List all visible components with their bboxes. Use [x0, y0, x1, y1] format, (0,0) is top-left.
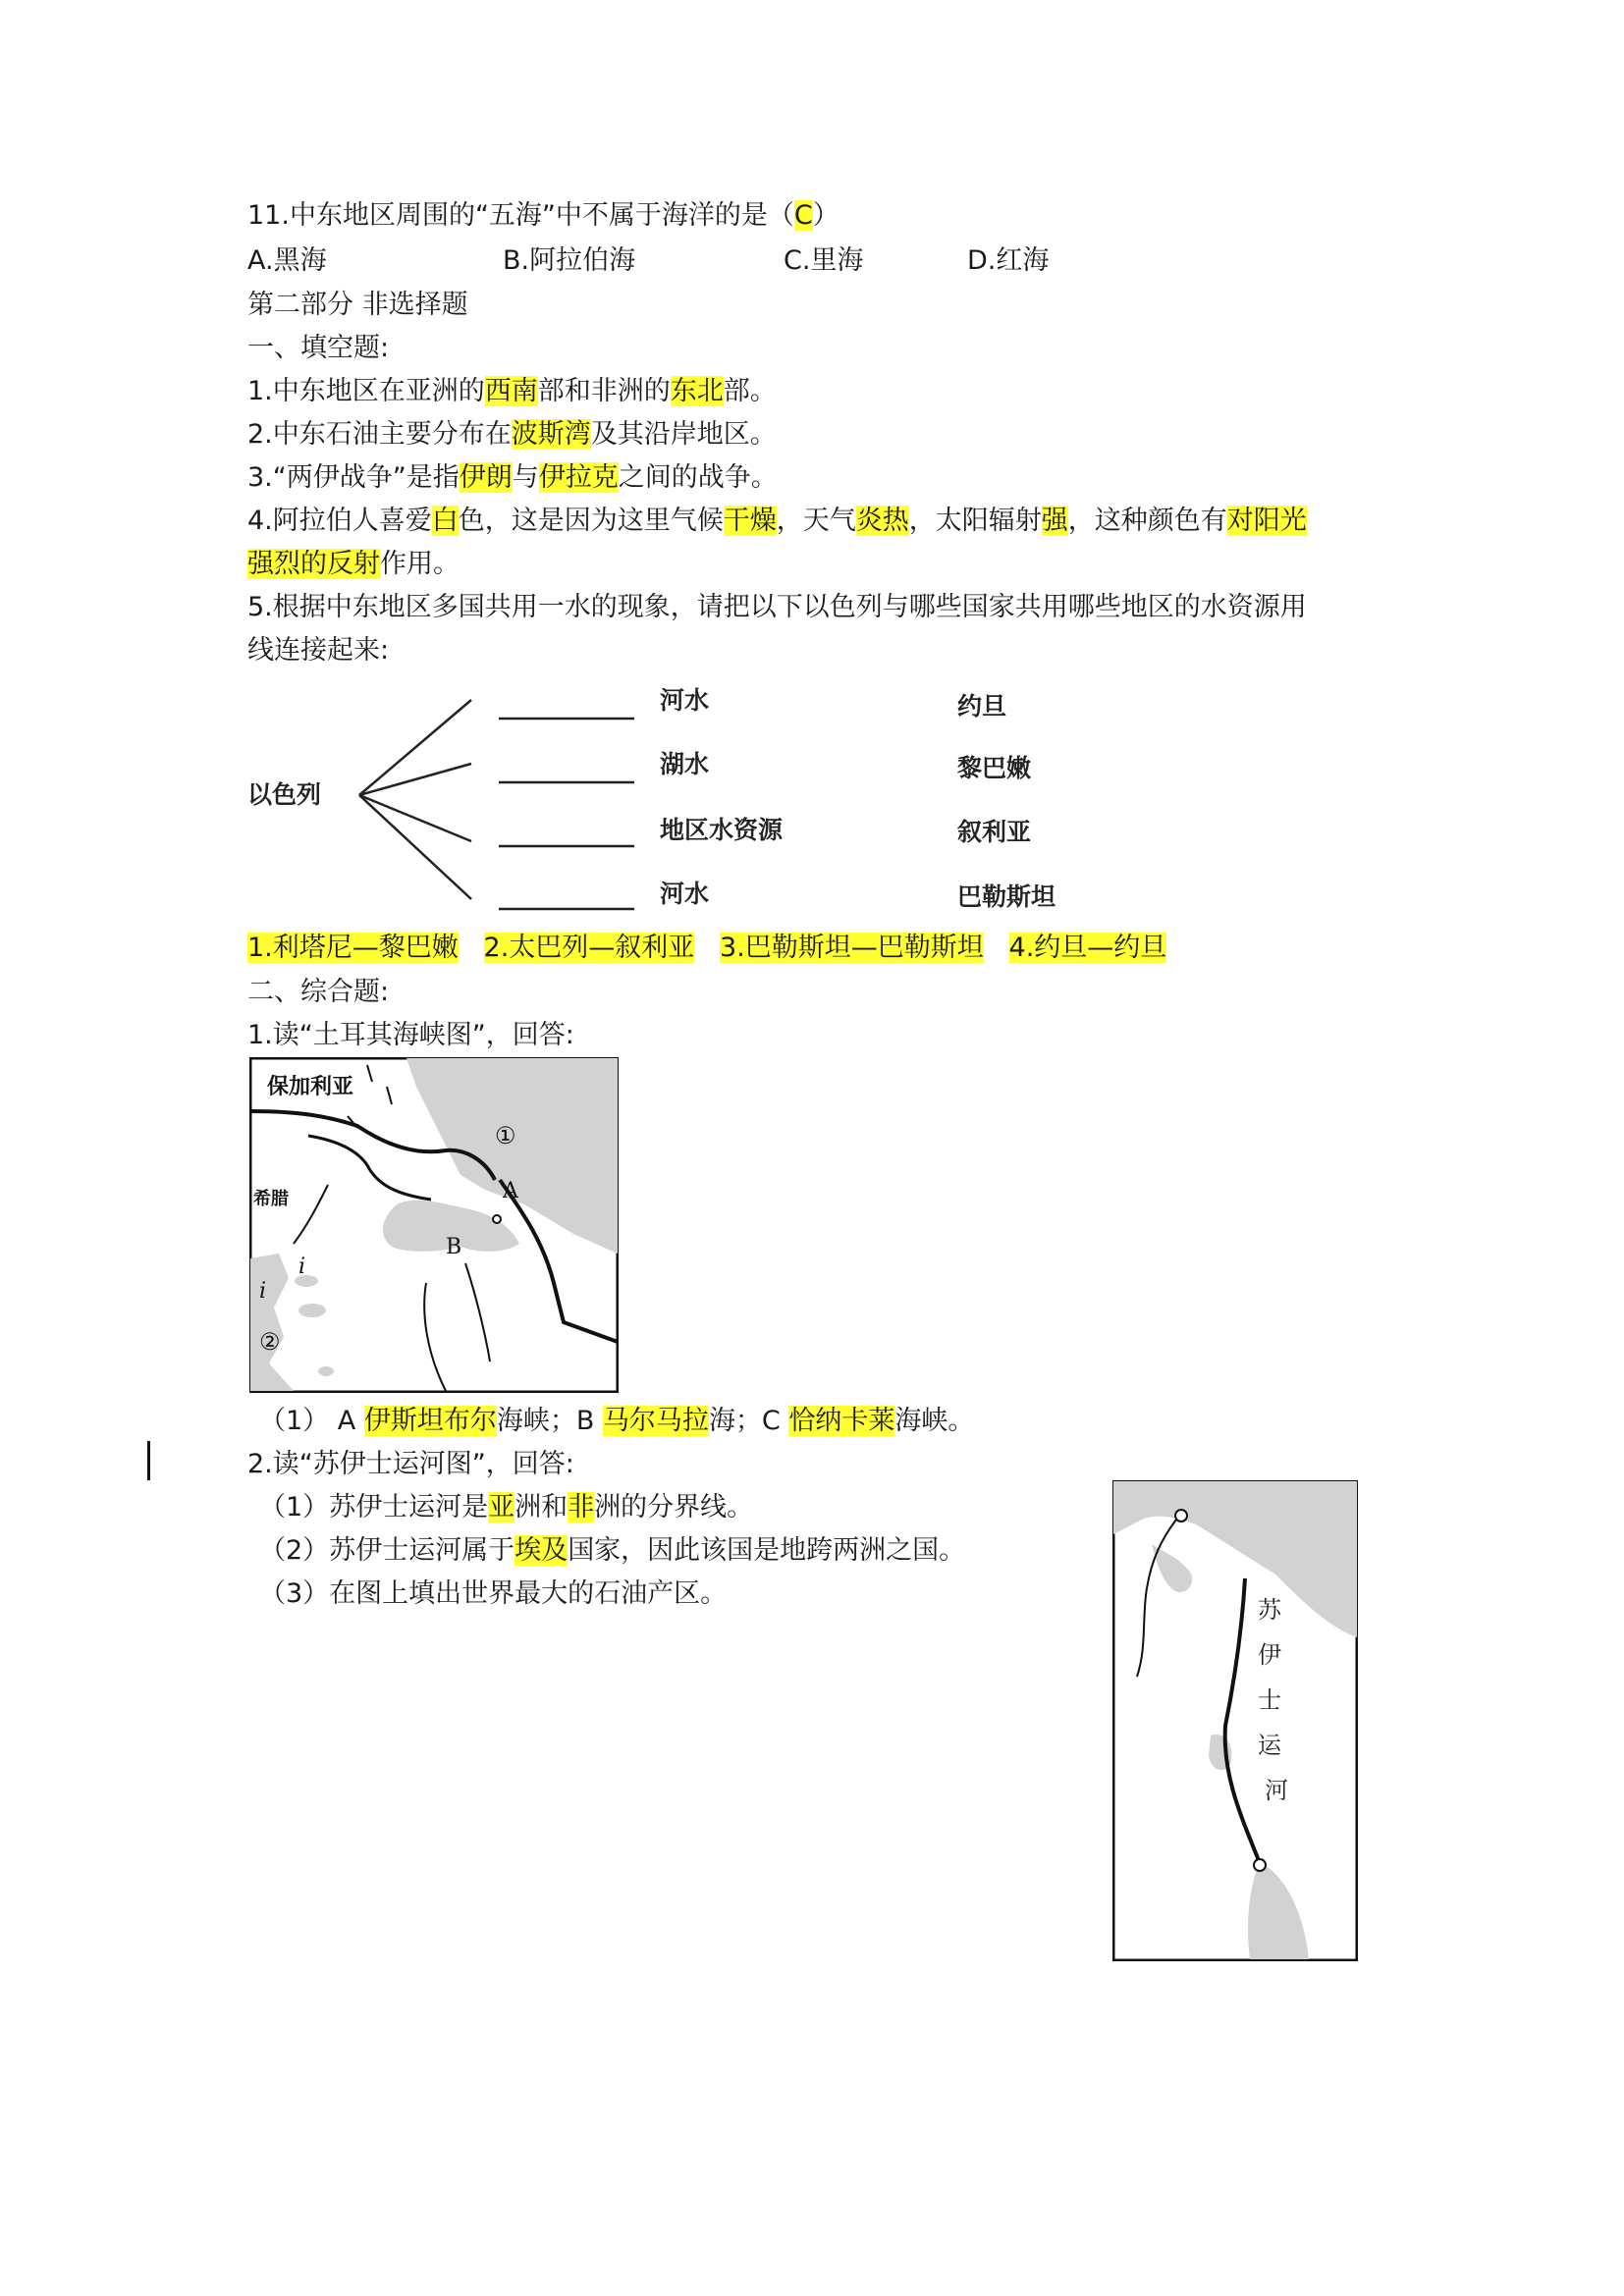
blank: 恰纳卡莱: [788, 1406, 895, 1436]
blank: 东北: [670, 376, 724, 406]
fan-line: [359, 700, 471, 795]
q11-option-c: C.里海: [784, 245, 864, 276]
island: [298, 1304, 326, 1317]
fill-q1: 1.中东地区在亚洲的西南部和非洲的东北部。: [247, 376, 777, 406]
comp-q1-title: 1.读“土耳其海峡图”，回答:: [247, 1020, 574, 1050]
blank: 炎热: [855, 506, 909, 536]
fill-q3: 3.“两伊战争”是指伊朗与伊拉克之间的战争。: [247, 462, 778, 493]
fill-q4-line1: 4.阿拉伯人喜爱白色，这是因为这里气候干燥，天气炎热，太阳辐射强，这种颜色有对阳光: [247, 506, 1307, 536]
fill-q5-line2: 线连接起来:: [247, 635, 390, 666]
country-label: 叙利亚: [957, 818, 1032, 846]
strait-point: [493, 1215, 501, 1223]
q11-stem-end: ）: [812, 200, 839, 231]
comp-q2-sub2: （2）苏伊士运河属于埃及国家，因此该国是地跨两洲之国。: [259, 1535, 966, 1566]
comprehensive-section-title: 二、综合题:: [247, 977, 390, 1007]
suez-canal-map: [1112, 1480, 1358, 1961]
map-label-greece: 希腊: [253, 1189, 289, 1209]
blank: 埃及: [514, 1535, 568, 1566]
country-label: 约旦: [957, 692, 1007, 721]
fill-section-title: 一、填空题:: [247, 333, 390, 363]
port-point: [1254, 1859, 1266, 1871]
comp-q1-answer: （1） A 伊斯坦布尔海峡；B 马尔马拉海；C 恰纳卡莱海峡。: [259, 1406, 975, 1436]
blank: 对阳光: [1226, 506, 1307, 536]
canal-label-char: 士: [1258, 1686, 1281, 1714]
fan-line: [359, 795, 471, 899]
answer-item: 2.太巴列—叙利亚: [483, 933, 695, 963]
canal-label-char: 苏: [1258, 1596, 1281, 1624]
matching-diagram: [244, 677, 1127, 923]
fan-lines: [359, 700, 471, 899]
q11-option-a: A.黑海: [247, 245, 327, 276]
canal-label-char: 运: [1258, 1732, 1281, 1759]
water-label: 湖水: [660, 750, 710, 778]
canal-label-char: 河: [1265, 1777, 1288, 1804]
comp-q2-title: 2.读“苏伊士运河图”，回答:: [247, 1449, 574, 1479]
blank: 非: [568, 1492, 595, 1522]
blank: 伊拉克: [538, 462, 619, 493]
turkish-straits-map: [249, 1057, 619, 1393]
blank: 强烈的反射: [247, 549, 380, 579]
blank: 伊斯坦布尔: [363, 1406, 497, 1436]
country-label: 巴勒斯坦: [957, 882, 1056, 911]
fan-line: [359, 795, 471, 841]
q11-option-d: D.红海: [967, 245, 1050, 276]
blank: 西南: [484, 376, 538, 406]
map-label-bulgaria: 保加利亚: [267, 1074, 354, 1099]
map-label-b: B: [446, 1235, 462, 1259]
answer-blanks: [499, 719, 634, 909]
island: [318, 1366, 334, 1376]
country-label: 黎巴嫩: [957, 754, 1032, 782]
blank: 亚: [488, 1492, 515, 1522]
map-label-circle1: ①: [495, 1122, 516, 1149]
q11-stem: [247, 197, 839, 235]
blank: 波斯湾: [511, 419, 591, 450]
answer-item: 4.约旦—约旦: [1008, 933, 1167, 963]
blank: 白: [431, 506, 459, 536]
diagram-source-label: 以色列: [247, 780, 322, 809]
map-label-i: i: [259, 1279, 267, 1304]
text-cursor: [147, 1441, 150, 1480]
part2-title: 第二部分 非选择题: [247, 290, 468, 320]
fill-q5-line1: 5.根据中东地区多国共用一水的现象，请把以下以色列与哪些国家共用哪些地区的水资源用: [247, 592, 1307, 622]
port-point: [1175, 1510, 1187, 1522]
comp-q2-sub3: （3）在图上填出世界最大的石油产区。: [259, 1578, 728, 1609]
q11-option-b: B.阿拉伯海: [503, 245, 636, 276]
blank: 伊朗: [459, 462, 513, 493]
water-label: 河水: [660, 686, 710, 715]
q11-answer: C: [793, 200, 813, 231]
fill-q5-answers: [247, 930, 1166, 967]
map-label-a: A: [503, 1179, 518, 1203]
map-label-i: i: [298, 1255, 306, 1279]
canal-label-char: 伊: [1258, 1641, 1281, 1669]
blank: 强: [1041, 506, 1068, 536]
fill-q4-line2: 强烈的反射作用。: [247, 549, 460, 579]
map-label-circle2: ②: [259, 1328, 281, 1356]
blank: 马尔马拉: [602, 1406, 709, 1436]
water-label: 地区水资源: [660, 816, 784, 844]
fill-q2: 2.中东石油主要分布在波斯湾及其沿岸地区。: [247, 419, 777, 450]
comp-q2-sub1: （1）苏伊士运河是亚洲和非洲的分界线。: [259, 1492, 754, 1522]
q11-stem-text: 11.中东地区周围的“五海”中不属于海洋的是（: [247, 200, 794, 231]
blank: 干燥: [723, 506, 777, 536]
water-label: 河水: [660, 880, 710, 908]
answer-item: 1.利塔尼—黎巴嫩: [247, 933, 459, 963]
answer-item: 3.巴勒斯坦—巴勒斯坦: [720, 933, 984, 963]
